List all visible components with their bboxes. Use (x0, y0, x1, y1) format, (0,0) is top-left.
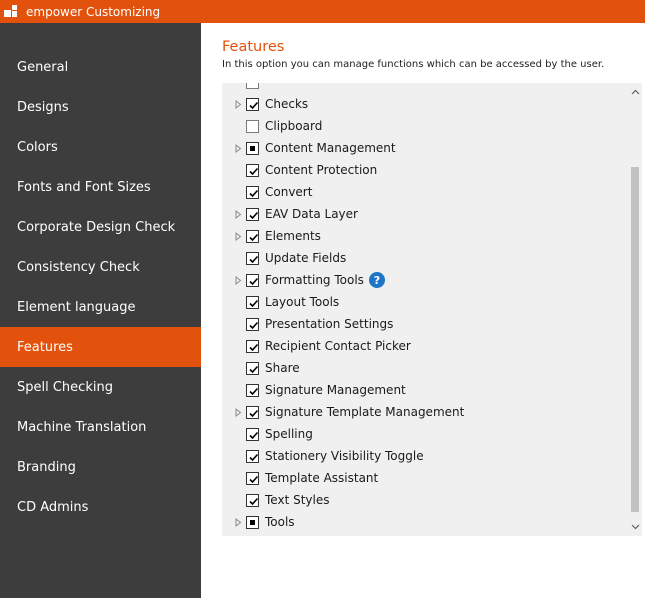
checkbox[interactable] (246, 428, 259, 441)
sidebar-item-features[interactable]: Features (0, 327, 201, 367)
checkbox[interactable] (246, 450, 259, 463)
sidebar-item-branding[interactable]: Branding (17, 459, 76, 475)
tree-row-template-assistant[interactable] (222, 467, 622, 489)
page-title: Features (222, 39, 285, 55)
tree-row-checks[interactable] (222, 93, 622, 115)
sidebar-item-spell-checking[interactable]: Spell Checking (17, 379, 113, 395)
tree-row-formatting-tools[interactable] (222, 269, 622, 291)
tree-item-label: Presentation Settings (265, 317, 394, 331)
expander-spacer (230, 467, 246, 489)
expand-arrow-icon[interactable] (230, 401, 246, 423)
tree-item-label: EAV Data Layer (265, 207, 358, 221)
expander-spacer (230, 335, 246, 357)
expander-spacer (230, 313, 246, 335)
expander-spacer (230, 247, 246, 269)
sidebar-item-general[interactable]: General (17, 59, 69, 75)
checkbox[interactable] (246, 252, 259, 265)
tree-row-clipped (222, 83, 622, 93)
tree-row-signature-management[interactable] (222, 379, 622, 401)
tree-item-label: Spelling (265, 427, 313, 441)
expander-spacer (230, 423, 246, 445)
sidebar-item-cd-admins[interactable]: CD Admins (17, 499, 89, 515)
checkbox[interactable] (246, 230, 259, 243)
checkbox[interactable] (246, 296, 259, 309)
tree-item-label: Layout Tools (265, 295, 340, 309)
expander-spacer (230, 291, 246, 313)
sidebar-item-colors[interactable]: Colors (17, 139, 58, 155)
checkbox[interactable] (246, 120, 259, 133)
tree-row-content-management[interactable] (222, 137, 622, 159)
expand-arrow-icon[interactable] (230, 203, 246, 225)
tree-row-spelling[interactable] (222, 423, 622, 445)
tree-row-clipboard[interactable] (222, 115, 622, 137)
checkbox[interactable] (246, 274, 259, 287)
tree-row-presentation-settings[interactable] (222, 313, 622, 335)
tree-item-label: Template Assistant (265, 471, 379, 485)
tree-item-label: Content Management (265, 141, 396, 155)
sidebar-item-corporate-design-check[interactable]: Corporate Design Check (17, 219, 176, 235)
expander-spacer (230, 159, 246, 181)
app-logo-icon (4, 4, 20, 20)
expander-spacer (230, 357, 246, 379)
main-content (201, 23, 645, 598)
vertical-scrollbar[interactable] (628, 83, 642, 536)
tree-row-update-fields[interactable] (222, 247, 622, 269)
checkbox[interactable] (246, 142, 259, 155)
tree-row-elements[interactable] (222, 225, 622, 247)
sidebar-item-designs[interactable]: Designs (17, 99, 69, 115)
expander-spacer (230, 115, 246, 137)
checkbox[interactable] (246, 186, 259, 199)
checkbox[interactable] (246, 98, 259, 111)
scroll-up-icon[interactable] (628, 85, 642, 99)
tree-row-signature-template-management[interactable] (222, 401, 622, 423)
scroll-down-icon[interactable] (628, 520, 642, 534)
tree-item-label: Convert (265, 185, 313, 199)
tree-row-share[interactable] (222, 357, 622, 379)
sidebar-item-machine-translation[interactable]: Machine Translation (17, 419, 147, 435)
sidebar (0, 23, 201, 598)
help-icon[interactable]: ? (369, 272, 385, 288)
tree-row-stationery-visibility-toggle[interactable] (222, 445, 622, 467)
checkbox[interactable] (246, 318, 259, 331)
expander-spacer (230, 181, 246, 203)
tree-row-tools[interactable] (222, 511, 622, 533)
tree-item-label: Elements (265, 229, 321, 243)
sidebar-item-fonts-and-font-sizes[interactable]: Fonts and Font Sizes (17, 179, 151, 195)
tree-item-label: Clipboard (265, 119, 323, 133)
expand-arrow-icon (230, 83, 246, 93)
checkbox[interactable] (246, 406, 259, 419)
tree-item-label: Tools (265, 515, 295, 529)
tree-item-label: Checks (265, 97, 309, 111)
expand-arrow-icon[interactable] (230, 225, 246, 247)
expand-arrow-icon[interactable] (230, 511, 246, 533)
sidebar-item-element-language[interactable]: Element language (17, 299, 136, 315)
window-title: empower Customizing (26, 4, 161, 19)
checkbox[interactable] (246, 208, 259, 221)
checkbox (246, 83, 259, 89)
expander-spacer (230, 379, 246, 401)
tree-item-label: Recipient Contact Picker (265, 339, 411, 353)
tree-item-label: Stationery Visibility Toggle (265, 449, 424, 463)
tree-row-convert[interactable] (222, 181, 622, 203)
features-tree[interactable] (222, 83, 642, 536)
expander-spacer (230, 489, 246, 511)
tree-row-recipient-contact-picker[interactable] (222, 335, 622, 357)
tree-item-label: Text Styles (265, 493, 330, 507)
checkbox[interactable] (246, 340, 259, 353)
tree-item-label: Signature Management (265, 383, 406, 397)
title-bar (0, 0, 645, 23)
checkbox[interactable] (246, 384, 259, 397)
checkbox[interactable] (246, 164, 259, 177)
sidebar-item-consistency-check[interactable]: Consistency Check (17, 259, 140, 275)
checkbox[interactable] (246, 494, 259, 507)
expand-arrow-icon[interactable] (230, 137, 246, 159)
tree-item-label: Share (265, 361, 300, 375)
tree-item-label: Formatting Tools (265, 273, 364, 287)
tree-row-content-protection[interactable] (222, 159, 622, 181)
checkbox[interactable] (246, 362, 259, 375)
tree-row-text-styles[interactable] (222, 489, 622, 511)
checkbox[interactable] (246, 516, 259, 529)
tree-row-eav-data-layer[interactable] (222, 203, 622, 225)
tree-item-label: Content Protection (265, 163, 378, 177)
tree-item-label: Signature Template Management (265, 405, 465, 419)
tree-row-layout-tools[interactable] (222, 291, 622, 313)
expand-arrow-icon[interactable] (230, 269, 246, 291)
expander-spacer (230, 445, 246, 467)
scroll-thumb[interactable] (631, 167, 639, 512)
tree-item-label: Update Fields (265, 251, 347, 265)
expand-arrow-icon[interactable] (230, 93, 246, 115)
checkbox[interactable] (246, 472, 259, 485)
page-description: In this option you can manage functions which can be accessed by the user. (222, 59, 605, 70)
